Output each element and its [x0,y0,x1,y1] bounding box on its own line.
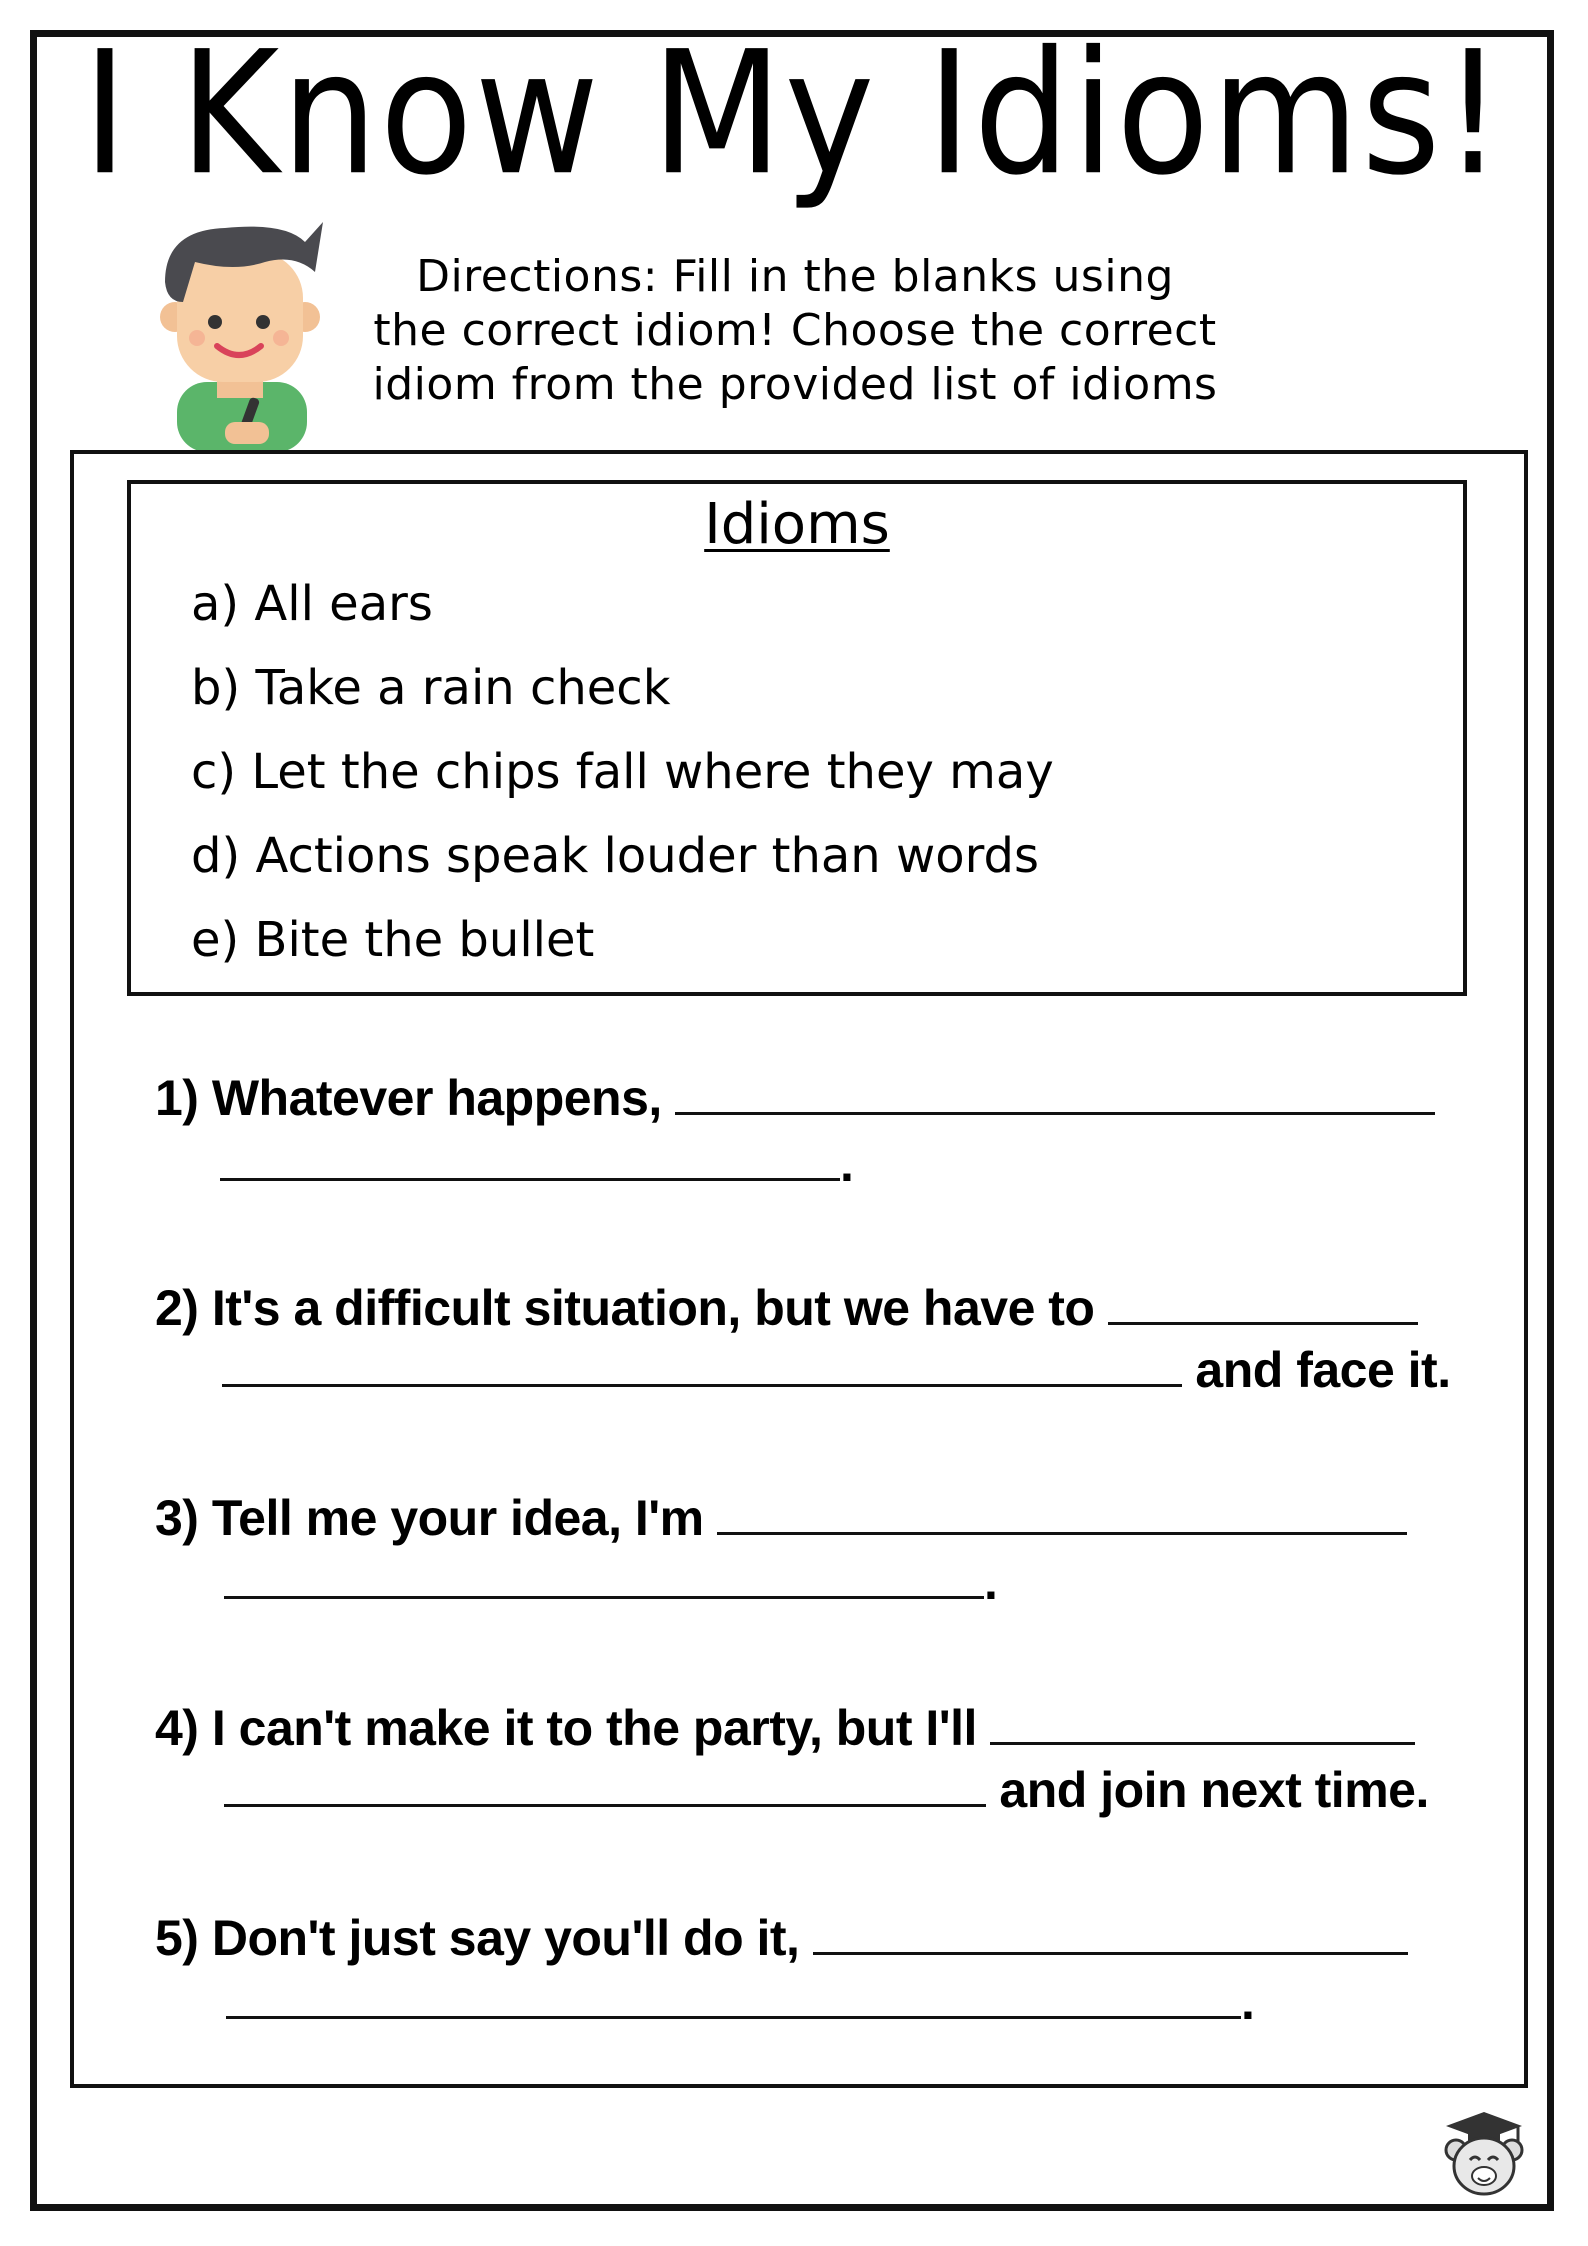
idiom-item: b) Take a rain check [191,660,671,716]
question-4-continued [224,1760,1429,1819]
mascot-logo-icon [1438,2108,1530,2200]
question-1 [155,1068,1435,1127]
answer-blank[interactable] [813,1908,1408,1955]
question-ending: . [840,1136,854,1192]
question-5 [155,1908,1408,1967]
question-2-continued [222,1340,1451,1399]
answer-blank[interactable] [1108,1278,1418,1325]
answer-blank[interactable] [717,1488,1407,1535]
idiom-list-heading: Idioms [704,492,890,557]
directions-line: idiom from the provided list of idioms [372,359,1218,410]
question-3-continued [224,1552,997,1611]
directions-line: the correct idiom! Choose the correct [373,305,1217,356]
question-text: 5) Don't just say you'll do it, [155,1910,800,1966]
boy-illustration [155,222,325,452]
question-text: 2) It's a difficult situation, but we have to [155,1280,1095,1336]
idiom-item: a) All ears [191,576,433,632]
answer-blank[interactable] [224,1760,986,1807]
question-2 [155,1278,1418,1337]
question-5-continued [226,1972,1254,2031]
question-3 [155,1488,1407,1547]
question-ending: . [984,1554,998,1610]
idiom-list [191,562,1054,982]
question-text: 4) I can't make it to the party, but I'll [155,1700,977,1756]
question-text: 1) Whatever happens, [155,1070,662,1126]
question-ending: . [1241,1974,1255,2030]
page-title: I Know My Idioms! [82,14,1506,213]
answer-blank[interactable] [222,1340,1182,1387]
question-4 [155,1698,1415,1757]
answer-blank[interactable] [224,1552,984,1599]
question-1-continued [220,1134,853,1193]
idiom-item: e) Bite the bullet [191,912,595,968]
answer-blank[interactable] [220,1134,840,1181]
directions-line: Directions: Fill in the blanks using [416,251,1174,302]
answer-blank[interactable] [675,1068,1435,1115]
question-ending: and join next time. [999,1762,1429,1818]
answer-blank[interactable] [226,1972,1241,2019]
idiom-item: c) Let the chips fall where they may [191,744,1054,800]
question-text: 3) Tell me your idea, I'm [155,1490,704,1546]
idiom-list-box [127,480,1467,996]
answer-blank[interactable] [990,1698,1415,1745]
question-ending: and face it. [1195,1342,1451,1398]
directions-text [370,250,1220,412]
idiom-item: d) Actions speak louder than words [191,828,1039,884]
